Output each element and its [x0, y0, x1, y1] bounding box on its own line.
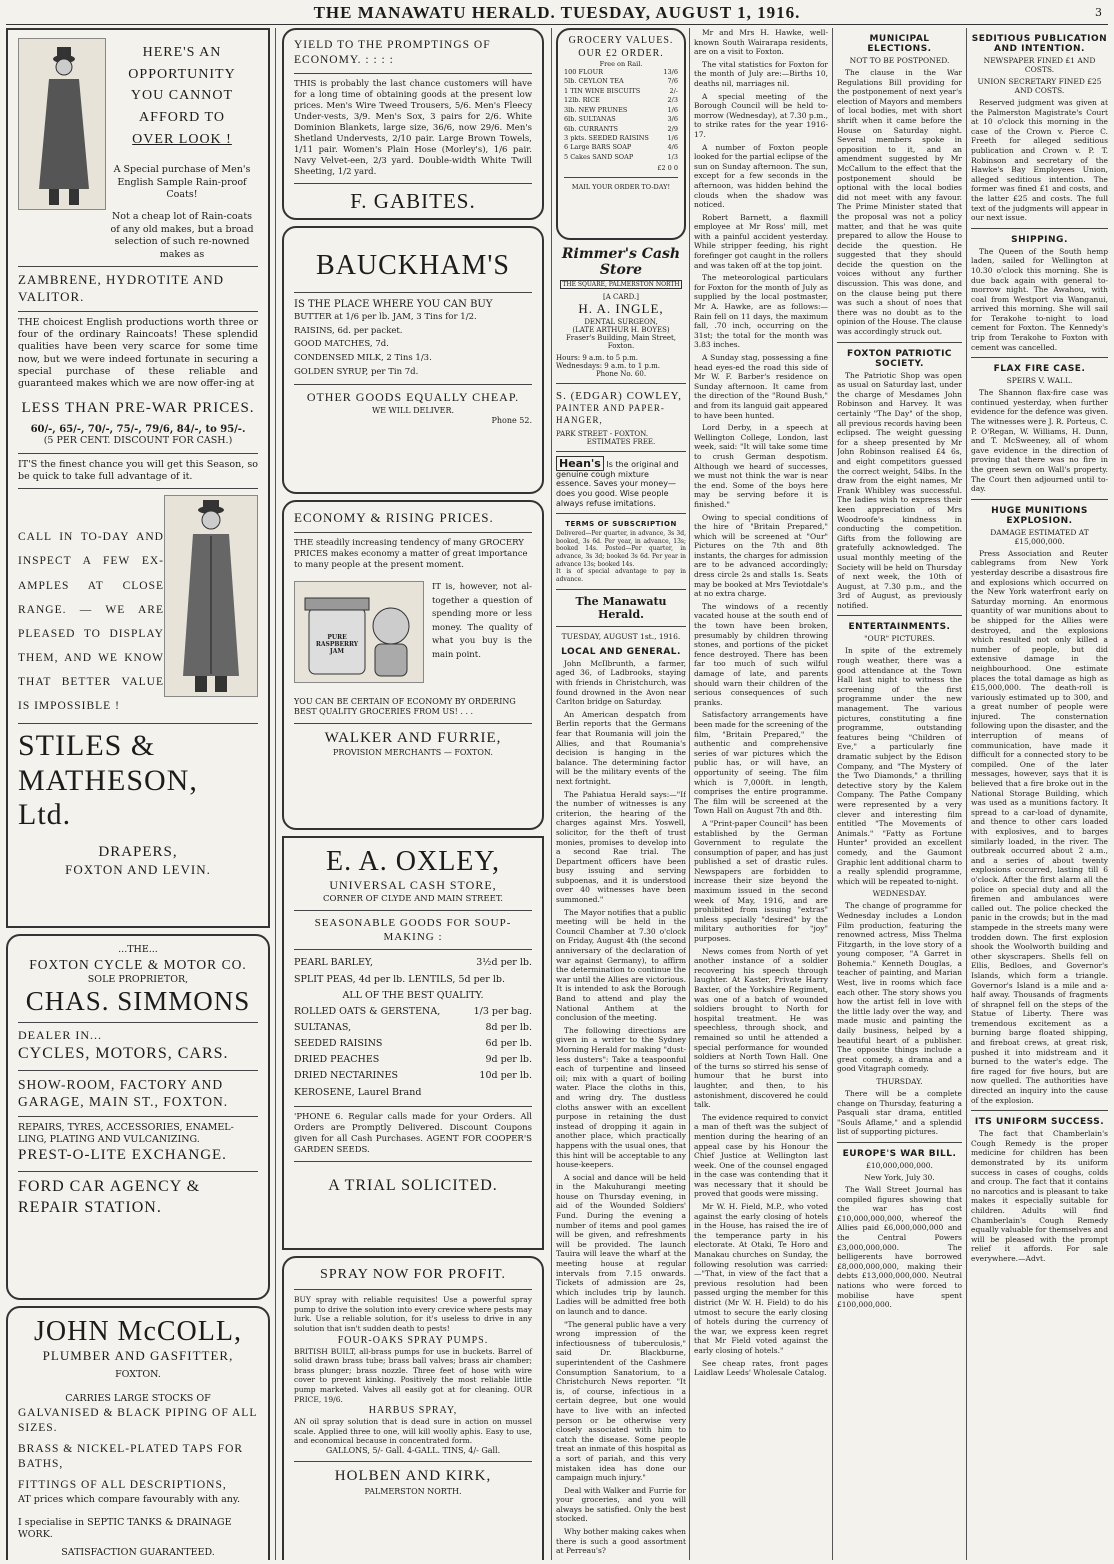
- sedition-sub-1: NEWSPAPER FINED £1 AND COSTS.: [983, 56, 1096, 74]
- grocery-total: £2 0 0: [657, 164, 678, 173]
- oxley-phone-text: 'PHONE 6. Regular calls made for your Orders. All Orders are Promptly Delivered. Discount Coupons given for all Cash Purchases. AGENT FOR COOPER'S GARDEN SEEDS.: [294, 1111, 532, 1155]
- oxley-row: ALL OF THE BEST QUALITY.: [342, 989, 484, 1001]
- john-mccoll-ad: [6, 1306, 270, 1560]
- not-cheap-text: Not a cheap lot of Rain-coats of any old makes, but a broad selection of such re-nowned makes as: [110, 211, 254, 260]
- oxley-name: E. A. OXLEY,: [325, 846, 501, 877]
- brass-taps-text: BRASS & NICKEL-PLATED TAPS FOR BATHS,: [18, 1442, 244, 1470]
- news-paragraph: A number of Foxton people looked for the partial eclipse of the sun on Sunday afternoon. The sun, except for a few seconds in the afternoon, was hidden behind the clouds when the shadow was noticed.: [694, 142, 828, 210]
- the-label: ...THE...: [118, 944, 158, 955]
- jam-jar-icon: [295, 582, 423, 682]
- grocery-rows: [564, 68, 678, 162]
- uniform-success-head: ITS UNIFORM SUCCESS.: [974, 1117, 1105, 1128]
- gallons-price: GALLONS, 5/- Gall. 4-GALL. TINS, 4/- Gall.: [325, 1445, 501, 1455]
- news-paragraph: Robert Barnett, a flaxmill employee at Mr Ross' mill, met with a painful accident yesterday. While stripper feeding, his right forefinger got caught in the rollers and was taken off at the top joint.: [694, 212, 828, 270]
- oxley-row: KEROSENE, Laurel Brand: [294, 1086, 422, 1098]
- satisfaction-text: SATISFACTION GUARANTEED.: [61, 1547, 215, 1559]
- dealer-in-label: DEALER IN...: [18, 1028, 102, 1043]
- bauckham-item-3: GOOD MATCHES, 7d.: [294, 339, 389, 350]
- column-2: [282, 28, 544, 1560]
- buy-place-text: IS THE PLACE WHERE YOU CAN BUY: [294, 299, 493, 311]
- overcoat-figure-icon: [165, 496, 257, 696]
- jam-jar-child-illustration: [294, 581, 424, 683]
- seasonable-goods: SEASONABLE GOODS FOR SOUP-MAKING :: [314, 916, 512, 944]
- choicest-text: THE choicest English productions worth three or four of the ordinary Raincoats! These splendid qualities have been very scarce for some time now, but we were indeed fortunate in securing a special purchase of these reliable and guaranteed makes which we are now offer-ing at: [18, 316, 258, 390]
- column-rule: [551, 28, 552, 1560]
- four-oaks-head: FOUR-OAKS SPRAY PUMPS.: [337, 1334, 489, 1346]
- drapers-label: DRAPERS,: [98, 843, 178, 860]
- grocery-row: 6lb. SULTANAS 3/6: [564, 115, 678, 124]
- rimmers-logo: Rimmer's Cash Store: [561, 246, 681, 278]
- news-paragraph: Mr and Mrs H. Hawke, well-known South Wairarapa residents, are on a visit to Foxton.: [694, 28, 828, 57]
- heans-body: Is the original and genuine cough mixture essence. Saves your money—does you good. Wise people always refuse imitations.: [556, 459, 679, 508]
- galvanised-text: GALVANISED & BLACK PIPING OF ALL SIZES.: [18, 1406, 257, 1434]
- grocery-head: GROCERY VALUES.: [568, 35, 674, 46]
- raincoat-figure-icon: [19, 39, 105, 209]
- cowley-street: PARK STREET - FOXTON.: [556, 429, 649, 438]
- stiles-matheson-ad: [6, 28, 270, 928]
- grocery-row: 100 FLOUR 13/6: [564, 68, 678, 76]
- harbus-body: AN oil spray solution that is dead sure in action on mussel scale. Applied three to one, will kill woolly aphis. Easy to use, and economical because in concentrated form.: [294, 1417, 532, 1446]
- free-on-rail: Free on Rail.: [599, 60, 643, 68]
- news-paragraph: The meteorological particulars for Foxton for the month of July as supplied by the local postmaster, Mr A. Hawke, are as follows:—Rain fell on 11 days, the maximum fall, .70 inch, occurring on the 31st; the total for the month was 3.83 inches.: [694, 273, 828, 350]
- column-1: [6, 28, 270, 1560]
- news-paragraph: See cheap rates, front pages Laidlaw Leeds' Wholesale Catalog.: [694, 1358, 828, 1378]
- wednesday-sub: WEDNESDAY.: [872, 889, 927, 899]
- holben-kirk-name: HOLBEN AND KIRK,: [334, 1468, 492, 1485]
- carries-label: CARRIES LARGE STOCKS OF: [65, 1393, 211, 1405]
- herald-name: The Manawatu Herald.: [575, 594, 667, 621]
- walker-furrie-ad: [282, 500, 544, 830]
- man-in-overcoat-illustration: [164, 495, 258, 697]
- spray-headline: SPRAY NOW FOR PROFIT.: [320, 1267, 506, 1282]
- page-number: 3: [1095, 6, 1102, 19]
- ford-agency-text: FORD CAR AGENCY & REPAIR STATION.: [18, 1177, 201, 1216]
- terms-note: It is of special advantage to pay in advance.: [556, 568, 686, 584]
- municipal-sub: NOT TO BE POSTPONED.: [849, 56, 950, 65]
- column-4: [694, 28, 828, 1560]
- news-paragraph: The windows of a recently vacated house at the south end of the town have been broken, presumably by children throwing stones, and portions of the picket fence destroyed. There has been far too much of such wilful damage of late, and parents should warn their children of the serious consequences of such pranks.: [694, 601, 828, 707]
- news-paragraph: Owing to special conditions of the hire of "Britain Prepared," which will be screened at "Our" Pictures on the 7th and 8th instants, the charges for admission are to be advanced accordingly; dress circle 2s and stalls 1s. Seats may be booked at Mrs Teviotdale's at no extra charge.: [694, 512, 828, 599]
- septic-tanks-text: I specialise in SEPTIC TANKS & DRAINAGE WORK.: [18, 1516, 232, 1541]
- oxley-ad: [282, 836, 544, 1250]
- gabites-ad: [282, 28, 544, 220]
- pre-war-prices: LESS THAN PRE-WAR PRICES.: [21, 399, 255, 416]
- munitions-sub: DAMAGE ESTIMATED AT £15,000,000.: [990, 527, 1089, 546]
- headline-line-3: YOU CANNOT: [130, 88, 234, 104]
- sole-proprietor-label: SOLE PROPRIETOR,: [87, 973, 189, 985]
- grocery-values-ad: [556, 28, 686, 240]
- our-pictures-sub: "OUR" PICTURES.: [864, 634, 935, 644]
- firm-name-line-2: MATHESON, Ltd.: [18, 763, 198, 832]
- oxley-row: ROLLED OATS & GERSTENA, 1/3 per bag.: [294, 1005, 532, 1017]
- news-paragraph: A special meeting of the Borough Council will be held to-morrow (Wednesday), at 7.30 p.m., to strike rates for the year 1916-17.: [694, 91, 828, 139]
- gabites-name: F. GABITES.: [350, 189, 476, 214]
- thursday-sub: THURSDAY.: [876, 1077, 923, 1086]
- war-bill-body: The Wall Street Journal has compiled figures showing that the war has cost £10,000,000,000, whereof the Allies paid £6,000,000,000 and the Central Powers £3,000,000,000. The belligerents have borrowed £8,000,000,000, making their debts £13,000,000,000. Neutral nations who were forced to mobilise have spent £100,000,000.: [837, 1184, 962, 1310]
- deliver-text: WE WILL DELIVER.: [371, 405, 455, 415]
- bauckham-phone: Phone 52.: [491, 416, 532, 426]
- man-in-raincoat-illustration: [18, 38, 106, 210]
- patriotic-body: The Patriotic Shop was open as usual on Saturday last, under the charge of Mesdames John Robinson and Harvey. It was certainly "The Day" of the shop, all previous records having been eclipsed. The weight guessing for a sheep presented by Mr John Robinson realised £4 6s, and eight competitors guessed the correct weight, 54lbs. In the draw from the eight names, Mr Frank Whibley was successful. The ladies wish to express their keen appreciation of Mrs Woodroofe's kindness in conducting the competition. Gifts from the following are gratefully acknowledged. The usual monthly meeting of the Society will be held on Thursday of next week, the 10th of August, at 7.30 p.m., and the 3rd of August, as previously notified.: [837, 370, 962, 610]
- column-6: [971, 28, 1108, 1560]
- sedition-head: SEDITIOUS PUBLICATION AND INTENTION.: [971, 34, 1108, 54]
- grocery-row: 1 TIN WINE BISCUITS 2/-: [564, 86, 678, 95]
- news-paragraph: A social and dance will be held in the Makuhurangi meeting house on Thursday evening, in aid of the Wounded Soldiers' Fund. During the evening a number of items and pool games will be given, and refreshments will be provided. The launch Tauira will leave the wharf at the meeting house at regular intervals from 7.15 onwards. Tickets of admission are 2s, which includes trip by launch. Ladies will be admitted free both on launch and to dance.: [556, 1172, 686, 1317]
- entertainments-head: ENTERTAINMENTS.: [848, 622, 951, 633]
- bauckham-item-1: BUTTER at 1/6 per lb. JAM, 3 Tins for 1/2.: [294, 312, 477, 323]
- oxley-row: PEARL BARLEY, 3½d per lb.: [294, 957, 532, 969]
- firm-name-line-1: STILES &: [18, 729, 156, 763]
- holben-kirk-ad: [282, 1256, 544, 1560]
- economy-headline: ECONOMY & RISING PRICES.: [294, 510, 494, 525]
- compare-prices-text: AT prices which compare favourably with any.: [18, 1494, 241, 1506]
- spray-body: BUY spray with reliable requisites! Use a powerful spray pump to drive the solution into every crevice where pests may lurk. Use a reliable solution, for it's useless to drive in any solution that isn't sudden death to pests!: [294, 1295, 532, 1333]
- oxley-row: DRIED NECTARINES 10d per lb.: [294, 1070, 532, 1082]
- ingle-phone: Phone No. 60.: [595, 369, 647, 378]
- masthead-title: THE MANAWATU HERALD. TUESDAY, AUGUST 1, 1916.: [313, 3, 801, 22]
- universal-store: UNIVERSAL CASH STORE,: [329, 878, 497, 893]
- other-goods-text: OTHER GOODS EQUALLY CHEAP.: [306, 390, 520, 405]
- gabites-body: THIS is probably the last chance customers will have for a long time of obtaining goods at the present low prices. Men's Wire Tweed Trousers, 5/6. Men's Fleecy Under-vests, 3/9. Men's Sox, 3 pairs for 2/6. White Dominion Blankets, large size, 36/6, now 29/6. Men's Shetland Undervests, 2/10 pair. Large Brown Towels, 1/11 pair. Women's Plain Hose (Morley's), 1/6 pair. Navy Velvet-een, 2/3 yard. Double-width White Twill Sheeting, 1/2 yard.: [294, 78, 532, 178]
- ingle-name: H. A. INGLE,: [578, 301, 664, 316]
- herald-date: TUESDAY, AUGUST 1st., 1916.: [561, 631, 681, 641]
- news-paragraph: The Pahiatua Herald says:—"If the number of witnesses is any criterion, the hearing of the charges against Mrs. Yoswell, solicitor, for the theft of trust monies, promises to develop into a second Rae trial. The Department officers have been busy issuing and serving subpoenas, and it is understood over 40 witnesses have been summoned.": [556, 789, 686, 905]
- flax-fire-body: The Shannon flax-fire case was continued yesterday, when further evidence for the defence was given. The witnesses were J. R. Porteus, C. P. O'Regan, W. Williams, H. Dunn, and T. McSweeney, all of whom gave evidence in the direction of proving that there was no fire in the green sewn on Wall's property. The Court then adjourned until to-day.: [971, 388, 1108, 494]
- grocery-order: OUR £2 ORDER.: [578, 48, 664, 59]
- grocery-row: 3 pkts. SEEDED RAISINS 1/6: [564, 133, 678, 142]
- rimmers-address: THE SQUARE, PALMERSTON NORTH: [560, 280, 682, 289]
- showroom-text: SHOW-ROOM, FACTORY AND GARAGE, MAIN ST., FOXTON.: [18, 1076, 229, 1110]
- provision-merchants: PROVISION MERCHANTS — FOXTON.: [333, 748, 493, 758]
- four-oaks-body: BRITISH BUILT, all-brass pumps for use in buckets. Barrel of solid drawn brass tube; brass ball valves; brass air chamber; brass plunger; brass nozzle. Three feet of hose with wire cover to prevent kinking. Positively the most reliable little pump marketed. Valves all easily got at for cleaning. OUR PRICE, 19/6.: [294, 1346, 532, 1404]
- dental-surgeon: DENTAL SURGEON,: [584, 317, 658, 326]
- bauckhams-name: BAUCKHAM'S: [316, 250, 510, 281]
- ingle-town: Foxton.: [607, 341, 635, 350]
- news-paragraph: Mr W. H. Field, M.P., who voted against the early closing of hotels in the House, has raised the ire of the temperance party in his electorate. At Otaki, Te Horo and Manakau churches on Sunday, the following resolution was carried:—"That, in view of the fact that a previous resolution had been passed urging the member for this district (Mr W. H. Field) to do his utmost to secure the early closing of hotels during the currency of the war, we express keen regret that Mr Field voted against the early closing of hotels.": [694, 1202, 828, 1355]
- foxton-cycle-motor-ad: [6, 934, 270, 1300]
- munitions-head: HUGE MUNITIONS EXPLOSION.: [991, 505, 1088, 526]
- harbus-head: HARBUS SPRAY,: [368, 1405, 458, 1417]
- column-rule: [832, 28, 833, 1560]
- palmerston-north-label: PALMERSTON NORTH.: [364, 1486, 462, 1496]
- grocery-row: 6lb. CURRANTS 2/9: [564, 124, 678, 133]
- column-rule: [275, 28, 276, 1560]
- plumber-label: PLUMBER AND GASFITTER,: [42, 1348, 234, 1364]
- cycles-motors-cars: CYCLES, MOTORS, CARS.: [18, 1044, 229, 1062]
- uniform-success-body: The fact that Chamberlain's Cough Remedy is the proper medicine for children has been demonstrated by its uniform success in cases of coughs, colds and croup. The fact that it contains no narcotics and is pleasant to take makes it especially suitable for children. Adults will find Chamberlain's Cough Remedy equally valuable for themselves and will be pleased with the prompt relief it affords. For sale everywhere.—Advt.: [971, 1129, 1108, 1263]
- jar-label: PURE RASPBERRY JAM: [315, 634, 359, 656]
- prest-o-lite-text: PREST-O-LITE EXCHANGE.: [18, 1147, 227, 1164]
- bauckham-item-2: RAISINS, 6d. per packet.: [294, 325, 403, 336]
- mccoll-name: JOHN McCOLL,: [34, 1316, 242, 1347]
- gabites-headline: YIELD TO THE PROMPTINGS OF ECONOMY. : : : :: [294, 39, 491, 66]
- terms-head: TERMS OF SUBSCRIPTION: [565, 520, 677, 529]
- heans-ad: [556, 457, 686, 509]
- price-list: 60/-, 65/-, 70/-, 75/-, 79/6, 84/-, to 95/-.: [30, 424, 246, 436]
- oxley-row: SPLIT PEAS, 4d per lb. LENTILS, 5d per lb.: [294, 973, 505, 985]
- late-boyes: (LATE ARTHUR H. BOYES): [572, 325, 670, 334]
- news-paragraph: News comes from North of yet another instance of a soldier recovering his speech through laughter. At Kaster, Private Harry Baxter, of the Yorkshire Regiment, was one of a batch of wounded soldiers brought to North for hospital treatment. He was speechless, through shock, and remained so until he attended a special performance for wounded soldiers at North Town Hall. One of the turns so stirred his sense of humour that he burst into laughter, and then, to his astonishment, discovered he could talk.: [694, 946, 828, 1110]
- news-paragraph: The Mayor notifies that a public meeting will be held in the Council Chamber at 7.30 o'clock on Friday, August 4th (the second anniversary of the declaration of war against Germany), to affirm the determination to continue the war until the Allies are victorious. It is intended to ask the Borough Band to attend and play the National Anthem at the conclusion of the meeting.: [556, 907, 686, 1023]
- mail-order: MAIL YOUR ORDER TO-DAY!: [571, 183, 671, 192]
- oxley-row: SULTANAS, 8d per lb.: [294, 1021, 532, 1033]
- local-news-paragraphs: [556, 659, 686, 1556]
- raincoat-brands: ZAMBRENE, HYDROTITE AND VALITOR.: [18, 271, 225, 304]
- terms-body: Delivered—Per quarter, in advance, 3s 3d, booked, 3s 6d. Per year, in advance, 13s; booked 14s. Posted—Per quarter, in advance, 3s 3d; booked 3s 6d. Per year in advance 13s; booked 14s.: [556, 530, 686, 568]
- call-in-text: CALL IN TO-DAY AND INSPECT A FEW EX-AMPLES AT CLOSE RANGE. — WE ARE PLEASED TO DISPLAY THEM, AND WE KNOW THAT BETTER VALUE IS IMPOSSIBLE !: [18, 531, 164, 713]
- bauckhams-ad: [282, 226, 544, 494]
- news-paragraph: Why bother making cakes when there is such a good assortment at Perreau's?: [556, 1527, 686, 1556]
- local-general-head: LOCAL AND GENERAL.: [561, 646, 681, 657]
- ingle-hours: Hours: 9 a.m. to 5 p.m. Wednesdays: 9 a.m. to 1 p.m.: [556, 353, 660, 370]
- headline-line-1: HERE'S AN: [142, 45, 222, 60]
- bauckham-item-5: GOLDEN SYRUP, per Tin 7d.: [294, 366, 419, 377]
- quality-text: IT is, however, not al-together a question of spending more or less money. The quality of what you buy is the main point.: [432, 582, 532, 660]
- trial-solicited: A TRIAL SOLICITED.: [328, 1176, 498, 1194]
- masthead-rule: [6, 24, 1108, 25]
- special-purchase-text: A Special purchase of Men's English Sample Rain-proof Coats!: [113, 164, 251, 201]
- column-5: [837, 28, 962, 1560]
- grocery-row: 6 Large BARS SOAP 4/6: [564, 143, 678, 152]
- cash-discount: (5 PER CENT. DISCOUNT FOR CASH.): [43, 435, 233, 447]
- cowley-name: S. (EDGAR) COWLEY,: [556, 389, 682, 402]
- flax-fire-head: FLAX FIRE CASE.: [993, 364, 1086, 375]
- local-news-paragraphs-continued: [694, 28, 828, 1378]
- grocery-row: 3lb. NEW PRUNES 1/6: [564, 105, 678, 114]
- news-paragraph: An American despatch from Berlin reports that the Germans fear that Roumania will join the Allies, and that Roumania's decision is hanging in the balance. The determining factor will be the military events of the next fortnight.: [556, 709, 686, 786]
- news-paragraph: A "Print-paper Council" has been established by the German Government to regulate the consumption of paper, and has just published a set of drastic rules. Newspapers are forbidden to increase their size beyond the maximum issued in the second week of May, 1916, and are prohibited from issuing "extras" unless specially "desired" by the military authorities for "joy" purposes.: [694, 818, 828, 944]
- repairs-text: REPAIRS, TYRES, ACCESSORIES, ENAMEL-LING, PLATING AND VULCANIZING.: [18, 1121, 234, 1146]
- grocery-row: 5lb. CEYLON TEA 7/6: [564, 77, 678, 86]
- corner-address: CORNER OF CLYDE AND MAIN STREET.: [323, 893, 503, 904]
- frasers-building: Fraser's Building, Main Street,: [565, 333, 677, 342]
- foxton-levin-label: FOXTON AND LEVIN.: [65, 862, 211, 878]
- flax-fire-sub: SPEIRS V. WALL.: [1006, 376, 1073, 386]
- certain-economy-text: YOU CAN BE CERTAIN OF ECONOMY BY ORDERING BEST QUALITY GROCERIES FROM US! . . .: [294, 697, 516, 717]
- grocery-row: 12lb. RICE 2/3: [564, 96, 678, 105]
- column-rule: [689, 28, 690, 1560]
- patriotic-head: FOXTON PATRIOTIC SOCIETY.: [846, 348, 953, 369]
- chas-simmons-name: CHAS. SIMMONS: [25, 986, 251, 1017]
- news-paragraph: The vital statistics for Foxton for the month of July are:—Births 10, deaths nil, marriages nil.: [694, 59, 828, 88]
- walker-furrie-name: WALKER AND FURRIE,: [324, 729, 502, 746]
- thursday-body: There will be a complete change on Thursday, featuring a Pasquali star drama, entitled "Souls Aflame," and a splendid list of supporting pictures.: [837, 1089, 962, 1137]
- bauckham-item-4: CONDENSED MILK, 2 Tins 1/3.: [294, 352, 432, 363]
- grocery-row: 5 Cakes SAND SOAP 1/3: [564, 152, 678, 161]
- war-bill-sub: £10,000,000,000.: [866, 1160, 933, 1170]
- news-paragraph: Lord Derby, in a speech at Wellington College, London, last week, said: "It will take some time to crush German despotism. Although we heard of successes, we must not think the war is near the end. Some of the boys here may be serving before it is finished.": [694, 423, 828, 509]
- shipping-head: SHIPPING.: [1011, 234, 1068, 245]
- news-paragraph: John McIlbrunth, a farmer, aged 36, of Ladbrooks, staying with friends in Christchurch, was found drowned in the Avon near Carlton bridge on Saturday.: [556, 658, 686, 707]
- fittings-text: FITTINGS OF ALL DESCRIPTIONS,: [18, 1478, 227, 1491]
- entertainments-body: In spite of the extremely rough weather, there was a good attendance at the Town Hall last night to witness the screening of the first programme under the new management. The various pictures, constituting a fine programme, outstanding features being "Children of Eve," a particularly fine dramatic subject by the Edison Company, and "The Mystery of the Two Diamonds," a thrilling detective story by the Kalem Company. The Pathe Company were represented by a very clever and interesting film entitled "The Movements of Animals." "Fatty as Fortune Hunter" provided an excellent comedy, and the Gaumont Graphic lent additional charm to a really splendid programme, which will be repeated to-night.: [837, 646, 962, 886]
- headline-line-5: OVER LOOK !: [132, 131, 232, 147]
- war-bill-dateline: New York, July 30.: [864, 1172, 935, 1182]
- column-3: [556, 28, 686, 1560]
- news-paragraph: The following directions are given in a writer to the Sydney Morning Herald for making "dust-less dusters": Take a teaspoonful each of turpentine and linseed oil; mix with a quart of boiling water. Place the cloths in this, and wring dry. The dustless cloths answer with an excellent purpose in retaining the dust instead of dropping it again in another place, which practically happens with the usual ones, that this hint will be acceptable to any house-keepers.: [556, 1025, 686, 1170]
- cycle-co-name: FOXTON CYCLE & MOTOR CO.: [29, 957, 247, 973]
- news-paragraph: "The general public have a very wrong impression of the infectiousness of tuberculosis," said Dr. Blackburne, superintendent of the Cashmere Consumption Sanatorium, to a Christchurch News reporter. "It is, of course, infectious in a certain degree, but one would have to live with an infected person or be otherwise very closely associated with him to catch the disease. Some people treat an inmate of this hospital as a sort of pariah, and this very mistaken idea has done our campaign much injury.": [556, 1319, 686, 1483]
- economy-body: THE steadily increasing tendency of many GROCERY PRICES makes economy a matter of great importance to many people at the present moment.: [294, 537, 528, 570]
- sedition-body: Reserved judgment was given at the Palmerston Magistrate's Court at 10 o'clock this morning in the case of the Crown v. Pierce C. Freeth for alleged seditious publication and Crown v. P. T. Robinson and secretary of the Hawke's Bay Employees Union, alleged seditious intention. The former was fined £1 and costs, and the latter £25 and costs. The full text of the judgments will appear in our next issue.: [971, 98, 1108, 223]
- headline-line-2: OPPORTUNITY: [128, 66, 236, 82]
- finest-chance-text: IT'S the finest chance you will get this Season, so be quick to take full advantage of it.: [18, 458, 258, 482]
- oxley-row: SEEDED RAISINS 6d per lb.: [294, 1038, 532, 1050]
- war-bill-head: EUROPE'S WAR BILL.: [842, 1148, 957, 1159]
- column-rule: [966, 28, 967, 1560]
- news-paragraph: The evidence required to convict a man of theft was the subject of mention during the hearing of an appeal case by his Honour the Chief Justice at Wellington last week. One of the counsel engaged in the case was contending that it was necessary that it should be proved that goods were missing.: [694, 1112, 828, 1199]
- news-paragraph: Deal with Walker and Furrie for your groceries, and you will always be satisfied. Only the best stocked.: [556, 1485, 686, 1524]
- estimates-free: ESTIMATES FREE.: [586, 437, 656, 446]
- a-card: [A CARD.]: [602, 293, 639, 301]
- news-paragraph: Satisfactory arrangements have been made for the screening of the film, "Britain Prepared," the authentic and comprehensive series of war pictures which the public has, or will have, an opportunity of seeing. The film which is 7,000ft. in length, comprises the entire programme. The film will be screened at the Town Hall on August 7th and 8th.: [694, 710, 828, 816]
- municipal-head: MUNICIPAL ELECTIONS.: [867, 34, 932, 54]
- sedition-sub-2: UNION SECRETARY FINED £25 AND COSTS.: [977, 77, 1102, 95]
- municipal-body: The clause in the War Regulations Bill providing for the postponement of next year's election of Mayors and members of local bodies, met with short shrift when it came before the House on Saturday night. Several members spoke in opposition to it, and an amendment suggested by Mr McCallum to the effect that the postponement should be optional with the local bodies did not meet with any favour. The Prime Minister stated that the proposal was not a policy matter, and that he was quite prepared to allow the House to decide the question. He suggested that they should decide the question on the voices without any further discussion. This was done, and on the clause being put there was such a shout of noes that there was no doubt as to the opinion of the House. The clause was accordingly struck out.: [837, 68, 962, 337]
- news-paragraph: A Sunday stag, possessing a fine head eyes-ed the road this side of Mr W. F. Barber's residence on Sunday afternoon. It came from the direction of the "Round Bush," and from its languid gait appeared to have been hunted.: [694, 353, 828, 420]
- cowley-trade: PAINTER AND PAPER-HANGER,: [556, 403, 665, 425]
- shipping-body: The Queen of the South hemp laden, sailed for Wellington at 10.30 o'clock this morning. She is due back again with general to-morrow night. The Awahou, with coal from Westport via Wanganui, arrived this morning. She will sail for Terakohe to-night to load cement for Foxton. The Kennedy's trip from Terakohe to Foxton with cement was cancelled.: [971, 246, 1108, 352]
- munitions-body: Press Association and Reuter cablegrams from New York yesterday describe a disastrous fire and explosions which occurred on the New York waterfront early on Saturday morning. An enormous quantity of war munitions about to be shipped for the Allies were destroyed, and the explosions which resulted not only killed a number of people, but did extensive damage in the neighbourhood. One estimate places the total damage as high as £15,000,000. The death-roll is variously estimated up to 300, and a great number of people were injured. The consternation following upon the disaster, and the interruption of means of communication, have made it difficult for a connected story to be compiled. One of the later messages, however, says that it is believed that a fire broke out in the National Storage Building, which was used as a munitions factory. It spread to a car-load of dynamite, and thence to other cars loaded with explosives, and to barges similarly loaded, in the river. The outbreak occurred about 2 a.m., and a series of about twenty explosions occurred, lasting till 6 o'clock. After the first alarm all the police on special duty and all the firemen and ambulances were called out. The police checked the panic in the crowds; but in the mad stampede in the streets many were trodden down. The first explosion shook the Woolworth building and other skyscrapers. Shells fell on Ellis, Bedloes, and Governor's Islands, which form a triangle. Governor's Island is a mile and a-half away. Thousands of fragments of shrapnel fell on the steps of the Statue of Liberty. There was tremendous excitement as a burning barge floated shipping, and fireboat crews, at great risk, pushed it into midstream and it burned to the water's edge. The fire raged for five hours, but are now quelled. The authorities have directed an inquiry into the cause of the explosion.: [971, 548, 1108, 1105]
- wednesday-body: The change of programme for Wednesday includes a London Film production, featuring the renowned actress, Miss Thelma Fitzgarth, in the love story of a young composer, "A Garret in Bohemia." Kenneth Douglas, a teacher of painting, and Marian West, live in rooms which face each other. The story shows you how the artist fell in love with the little lady over the way, and made music and painting the daily business, helped by a beautiful heart of a publisher. The opposite things include a great comedy, a drama and a good Vitagraph comedy.: [837, 901, 962, 1074]
- heans-logo: Hean's: [556, 456, 604, 471]
- oxley-row: DRIED PEACHES 9d per lb.: [294, 1054, 532, 1066]
- headline-line-4: AFFORD TO: [139, 110, 225, 126]
- foxton-label: FOXTON.: [115, 1369, 161, 1381]
